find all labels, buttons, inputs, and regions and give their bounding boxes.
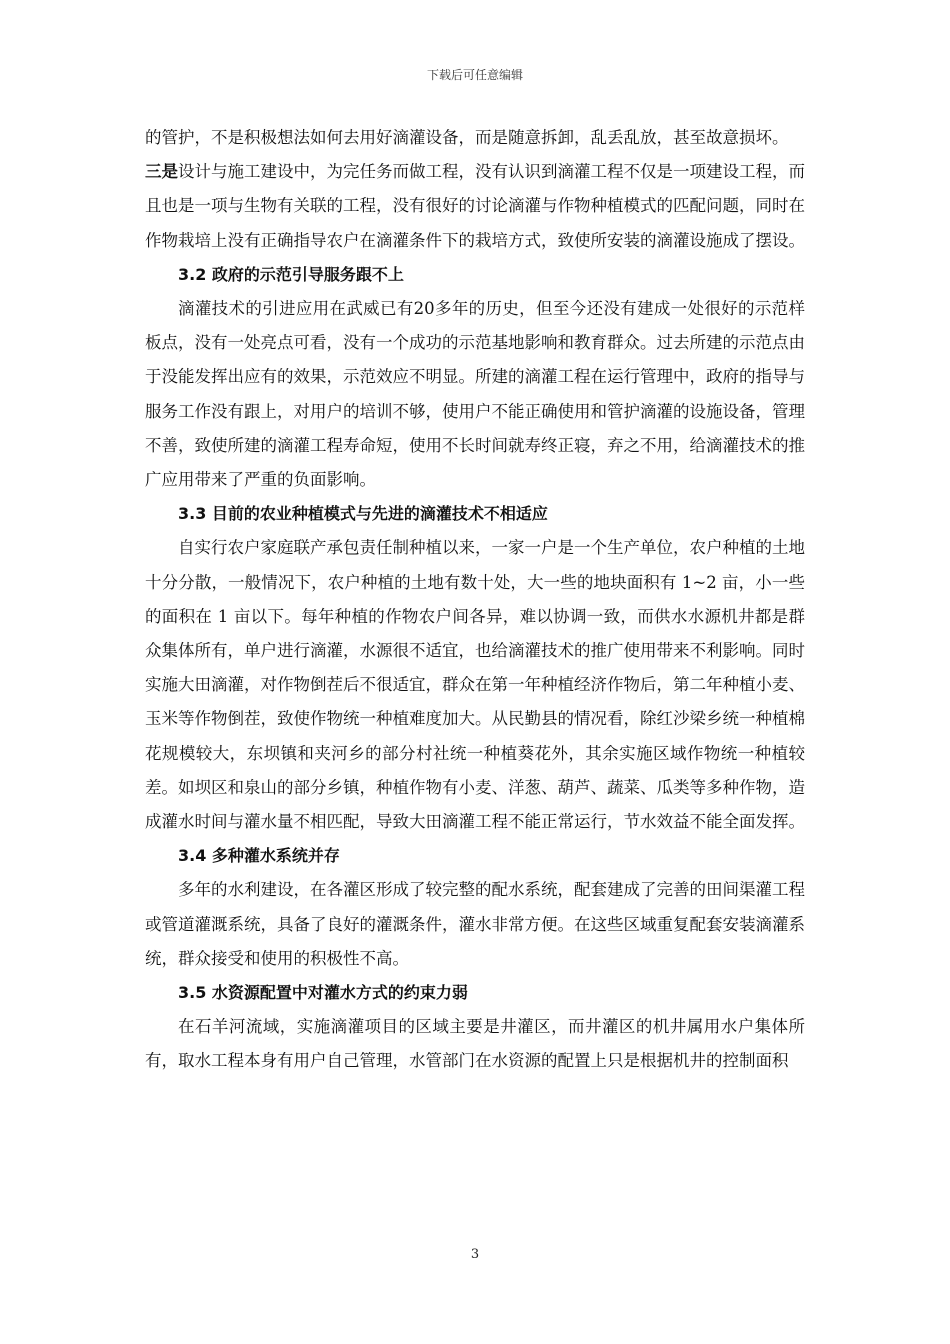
page-number: 3 [470, 1247, 480, 1262]
section-heading-3-2: 3.2 政府的示范引导服务跟不上 [178, 264, 404, 284]
paragraph-point-three [145, 155, 805, 258]
section-heading-3-4: 3.4 多种灌水系统并存 [178, 846, 340, 866]
paragraph-text: 设计与施工建设中，为完任务而做工程，没有认识到滴灌工程不仅是一项建设工程，而且也是一项与生物有关联的工程，没有很好的讨论滴灌与作物种植模式的匹配问题，同时在作物栽培上没有正确指导农户在滴灌条件下的栽培方式，致使所安装的滴灌设施成了摆设。 [145, 162, 805, 250]
section-heading-3-3: 3.3 目前的农业种植模式与先进的滴灌技术不相适应 [178, 504, 548, 524]
document-body [145, 121, 805, 1079]
paragraph-lead: 三是 [145, 162, 178, 182]
section-paragraph-3-2: 滴灌技术的引进应用在武威已有20多年的历史，但至今还没有建成一处很好的示范样板点，没有一处亮点可看，没有一个成功的示范基地影响和教育群众。过去所建的示范点由于没能发挥出应有的效果，示范效应不明显。所建的滴灌工程在运行管理中，政府的指导与服务工作没有跟上，对用户的培训不够，使用户不能正确使用和管护滴灌的设施设备，管理不善，致使所建的滴灌工程寿命短，使用不长时间就寿终正寝，弃之不用，给滴灌技术的推广应用带来了严重的负面影响。 [145, 299, 805, 490]
page-header: 下载后可任意编辑 [426, 68, 523, 82]
section-paragraph-3-5: 在石羊河流域，实施滴灌项目的区域主要是井灌区，而井灌区的机井属用水户集体所有，取水工程本身有用户自己管理，水管部门在水资源的配置上只是根据机井的控制面积 [145, 1017, 805, 1071]
section-paragraph-3-3: 自实行农户家庭联产承包责任制种植以来，一家一户是一个生产单位，农户种植的土地十分分散，一般情况下，农户种植的土地有数十处，大一些的地块面积有 1~2 亩，小一些的面积在 1 亩以下。每年种植的作物农户间各异，难以协调一致，而供水水源机井都是群众集体所有，单户进行滴灌，水源很不适宜，也给滴灌技术的推广使用带来不利影响。同时实施大田滴灌，对作物倒茬后不很适宜，群众在第一年种植经济作物后，第二年种植小麦、玉米等作物倒茬，致使作物统一种植难度加大。从民勤县的情况看，除红沙梁乡统一种植棉花规模较大，东坝镇和夹河乡的部分村社统一种植葵花外，其余实施区域作物统一种植较差。如坝区和泉山的部分乡镇，种植作物有小麦、洋葱、葫芦、蔬菜、瓜类等多种作物，造成灌水时间与灌水量不相匹配，导致大田滴灌工程不能正常运行，节水效益不能全面发挥。 [145, 538, 805, 832]
paragraph-continuation: 的管护，不是积极想法如何去用好滴灌设备，而是随意拆卸，乱丢乱放，甚至故意损坏。 [145, 128, 789, 147]
section-paragraph-3-4: 多年的水利建设，在各灌区形成了较完整的配水系统，配套建成了完善的田间渠灌工程或管道灌溉系统，具备了良好的灌溉条件，灌水非常方便。在这些区域重复配套安装滴灌系统，群众接受和使用的积极性不高。 [145, 880, 805, 968]
section-heading-3-5: 3.5 水资源配置中对灌水方式的约束力弱 [178, 983, 468, 1003]
